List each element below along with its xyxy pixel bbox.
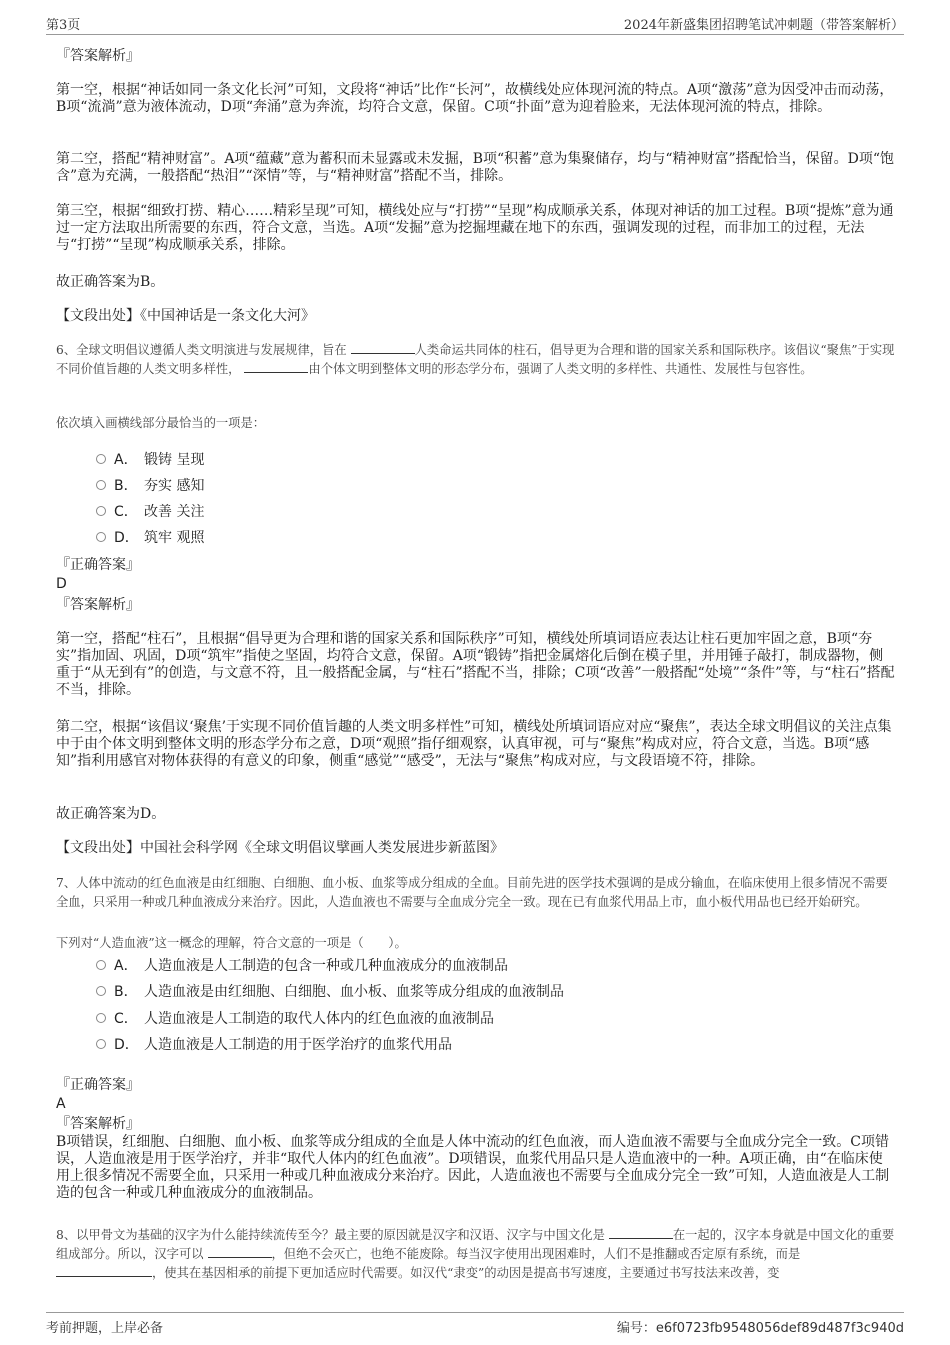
q5-analysis-p2: 第二空，搭配“精神财富”。A项“蕴藏”意为蓄积而未显露或未发掘，B项“积蓄”意为集聚储存，均与“精神财富”搭配恰当，保留。D项“饱含”意为充满，一般搭配“热泪”“深情”等，与“精神财富”搭配不当，排除。 [56, 151, 895, 184]
radio-icon[interactable] [96, 454, 106, 464]
q5-source: 【文段出处】《中国神话是一条文化大河》 [56, 308, 315, 324]
q6-correct-answer: D [56, 576, 67, 592]
blank-1 [609, 1226, 673, 1239]
document-title: 2024年新盛集团招聘笔试冲刺题（带答案解析） [623, 18, 904, 33]
q7-option-a[interactable]: A． 人造血液是人工制造的包含一种或几种血液成分的血液制品 [96, 957, 508, 975]
q7-correct-label: 『正确答案』 [56, 1077, 140, 1093]
q7-prompt: 下列对“人造血液”这一概念的理解，符合文意的一项是（ ）。 [56, 936, 407, 950]
q7-analysis-label: 『答案解析』 [56, 1116, 140, 1132]
q7-stem: 7、人体中流动的红色血液是由红细胞、白细胞、血小板、血浆等成分组成的全血。目前先进的医学技术强调的是成分输血，在临床使用上很多情况不需要全血，只采用一种或几种血液成分来治疗。因此，人造血液也不需要与全血成分完全一致。现在已有血浆代用品上市，血小板代用品也已经开始研究。 [56, 876, 888, 909]
q6-conclusion: 故正确答案为D。 [56, 806, 166, 822]
q7-option-b[interactable]: B． 人造血液是由红细胞、白细胞、血小板、血浆等成分组成的血液制品 [96, 983, 564, 1001]
radio-icon[interactable] [96, 960, 106, 970]
q5-analysis-p1: 第一空，根据“神话如同一条文化长河”可知，文段将“神话”比作“长河”，故横线处应体现河流的特点。A项“激荡”意为因受冲击而动荡，B项“流淌”意为液体流动，D项“奔涌”意为奔流，均符合文意，保留。C项“扑面”意为迎着脸来，无法体现河流的特点，排除。 [56, 82, 894, 115]
q6-source: 【文段出处】中国社会科学网《全球文明倡议擘画人类发展进步新蓝图》 [56, 840, 504, 856]
radio-icon[interactable] [96, 480, 106, 490]
q6-analysis-p1: 第一空，搭配“柱石”，且根据“倡导更为合理和谐的国家关系和国际秩序”可知，横线处所填词语应表达让柱石更加牢固之意，B项“夯实”指加固、巩固，D项“筑牢”指使之坚固，均符合文意，保留。A项“锻铸”指把金属熔化后倒在模子里，并用锤子敲打，制成器物，侧重于“从无到有”的创造，与文意不符，且一般搭配金属，与“柱石”搭配不当，排除；C项“改善”一般搭配“处境”“条件”等，与“柱石”搭配不当，排除。 [56, 631, 895, 698]
blank-2 [208, 1245, 272, 1258]
q5-analysis-label: 『答案解析』 [56, 48, 140, 64]
q6-analysis-label: 『答案解析』 [56, 597, 140, 613]
q8-stem: 8、以甲骨文为基础的汉字为什么能持续流传至今？最主要的原因就是汉字和汉语、汉字与中国文化是 在一起的，汉字本身就是中国文化的重要组成部分。所以，汉字可以 ，但绝不会灭亡，也绝不能废除。每当汉字使用出现困难时，人们不是推翻或否定原有系统，而是 ，使其在基因相承的前提下更加适应时代需要。如汉代“隶变”的动因是提高书写速度，主要通过书写技法来改善，变 [56, 1228, 895, 1280]
page-number: 第3页 [46, 18, 81, 33]
radio-icon[interactable] [96, 986, 106, 996]
document-id: 编号：e6f0723fb9548056def89d487f3c940d [616, 1321, 904, 1336]
q6-option-b[interactable]: B． 夯实 感知 [96, 477, 204, 495]
q6-option-a[interactable]: A． 锻铸 呈现 [96, 451, 204, 469]
footer-slogan: 考前押题，上岸必备 [46, 1321, 164, 1336]
q7-option-c[interactable]: C． 人造血液是人工制造的取代人体内的红色血液的血液制品 [96, 1010, 494, 1028]
radio-icon[interactable] [96, 1039, 106, 1049]
q6-correct-label: 『正确答案』 [56, 557, 140, 573]
blank-1 [351, 341, 415, 354]
blank-2 [244, 360, 308, 373]
q5-analysis-p3: 第三空，根据“细致打捞、精心……精彩呈现”可知，横线处应与“打捞”“呈现”构成顺承关系，体现对神话的加工过程。B项“提炼”意为通过一定方法取出所需要的东西，符合文意，当选。A项“发掘”意为挖掘埋藏在地下的东西，强调发现的过程，而非加工的过程，无法与“打捞”“呈现”构成顺承关系，排除。 [56, 203, 894, 253]
radio-icon[interactable] [96, 532, 106, 542]
q7-option-d[interactable]: D． 人造血液是人工制造的用于医学治疗的血浆代用品 [96, 1036, 452, 1054]
radio-icon[interactable] [96, 506, 106, 516]
q6-option-d[interactable]: D． 筑牢 观照 [96, 529, 204, 547]
page-footer [46, 1312, 904, 1337]
q5-conclusion: 故正确答案为B。 [56, 274, 165, 290]
q6-option-c[interactable]: C． 改善 关注 [96, 503, 204, 521]
q6-analysis-p2: 第二空，根据“该倡议‘聚焦’于实现不同价值旨趣的人类文明多样性”可知，横线处所填词语应对应“聚焦”，表达全球文明倡议的关注点集中于由个体文明到整体文明的形态学分布之意，D项“观照”指仔细观察，认真审视，可与“聚焦”构成对应，符合文意，当选。B项“感知”指利用感官对物体获得的有意义的印象，侧重“感觉”“感受”，无法与“聚焦”构成对应，与文段语境不符，排除。 [56, 719, 892, 769]
page-header [46, 12, 904, 35]
q7-analysis: B项错误，红细胞、白细胞、血小板、血浆等成分组成的全血是人体中流动的红色血液，而人造血液不需要与全血成分完全一致。C项错误，人造血液是用于医学治疗，并非“取代人体内的红色血液”。D项错误，血浆代用品只是人造血液中的一种。A项正确，由“在临床使用上很多情况不需要全血，只采用一种或几种血液成分来治疗。因此，人造血液也不需要与全血成分完全一致”可知，人造血液是人工制造的包含一种或几种血液成分的血液制品。 [56, 1134, 890, 1201]
blank-3 [56, 1264, 152, 1277]
q6-stem: 6、全球文明倡议遵循人类文明演进与发展规律，旨在 人类命运共同体的柱石，倡导更为合理和谐的国家关系和国际秩序。该倡议“聚焦”于实现不同价值旨趣的人类文明多样性， 由个体文明到整体文明的形态学分布，强调了人类文明的多样性、共通性、发展性与包容性。 [56, 343, 895, 376]
q7-correct-answer: A [56, 1096, 66, 1112]
q6-prompt: 依次填入画横线部分最恰当的一项是： [56, 416, 266, 430]
radio-icon[interactable] [96, 1013, 106, 1023]
